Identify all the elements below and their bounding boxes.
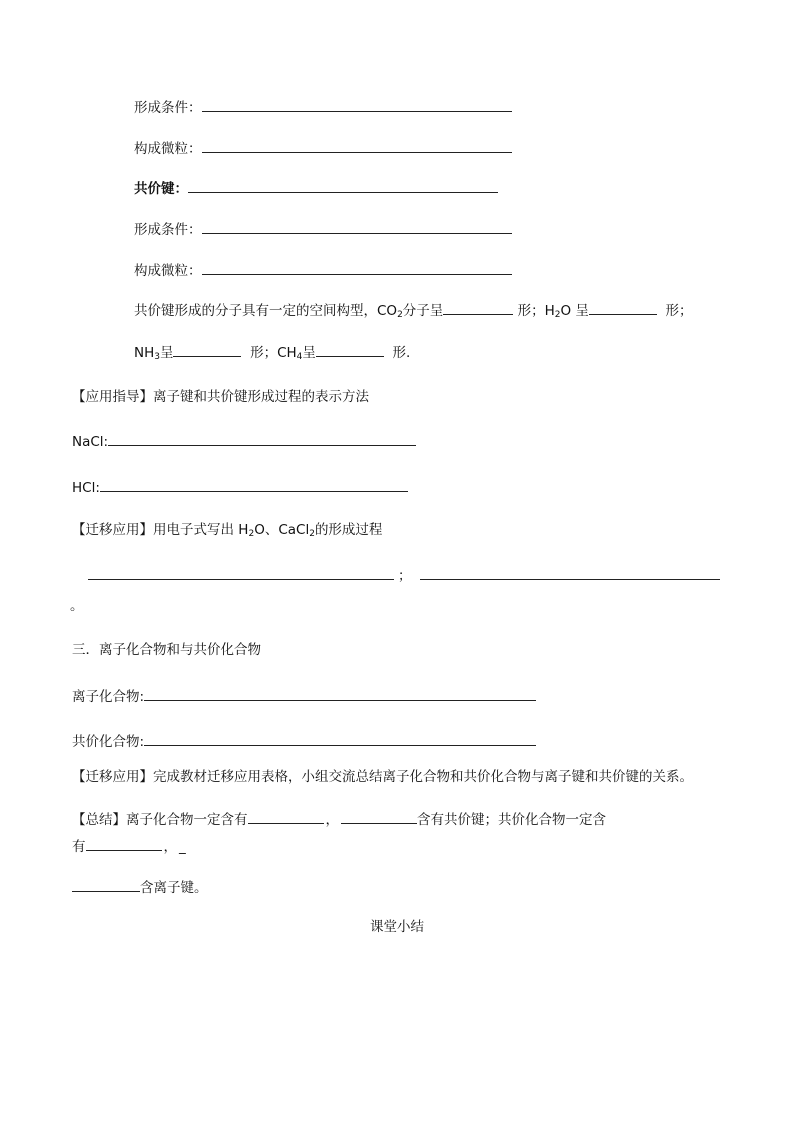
ionic-formation-condition-row [134,97,512,117]
hcl-label: HCl: [72,480,100,496]
shape-word: 形； [665,303,693,319]
nh3-formula: NH [134,345,155,361]
summary-blank-4[interactable] [72,877,140,892]
summary-row-2 [72,836,186,856]
class-summary-heading: 课堂小结 [370,919,424,935]
co2-suffix: 分子呈 [402,303,444,319]
covalent-bond-heading: 共价键： [134,181,188,197]
shape-word: 形； [517,303,545,319]
h2o-subscript: 2 [248,529,255,539]
ch4-cheng: 呈 [302,345,316,361]
ch4-formula: CH [277,345,297,361]
h2o-formula-h: H [544,303,555,319]
h2o-formation-blank[interactable] [88,565,394,580]
transfer-answer-row [88,565,720,585]
nacl-blank[interactable] [108,431,416,446]
molecular-shape-row-1 [134,300,693,320]
transfer-suffix: 的形成过程 [314,522,383,538]
covalent-compound-label: 共价化合物: [72,734,145,750]
covalent-formation-condition-row [134,219,512,239]
formation-condition-label: 形成条件： [134,100,202,116]
h2o-subscript: 2 [554,310,561,320]
transfer-application-2: 【迁移应用】完成教材迁移应用表格，小组交流总结离子化合物和共价化合物与离子键和共价键的关系。 [72,769,693,785]
particles-blank[interactable] [202,260,512,275]
summary-line2-start: 有 [72,839,86,855]
covalent-compound-blank[interactable] [144,731,536,746]
summary-line2-tail: _ [179,839,186,855]
ionic-compound-blank[interactable] [144,686,536,701]
ionic-particles-row [134,138,512,158]
ch4-subscript: 4 [296,352,303,362]
summary-line2-comma: ， [163,839,177,855]
summary-line3-suffix: 含离子键。 [140,880,208,896]
transfer-application-1-title [72,521,382,539]
ch4-shape-blank[interactable] [316,342,384,357]
cacl2-subscript: 2 [309,529,315,539]
covalent-bond-heading-row [134,178,498,198]
transfer-mid: O、CaCl [254,522,310,538]
covalent-particles-row [134,260,512,280]
nh3-subscript: 3 [154,352,160,362]
co2-subscript: 2 [397,310,403,320]
nacl-row [72,431,416,451]
nh3-shape-blank[interactable] [173,342,241,357]
covalent-bond-blank[interactable] [188,178,498,193]
cacl2-formation-blank[interactable] [420,565,720,580]
h2o-shape-blank[interactable] [589,300,657,315]
formation-condition-blank[interactable] [202,219,512,234]
summary-prefix: 【总结】离子化合物一定含有 [72,812,248,828]
formation-condition-label: 形成条件： [134,222,202,238]
summary-part2: 含有共价键；共价化合物一定含 [417,812,606,828]
particles-label: 构成微粒： [134,263,202,279]
particles-label: 构成微粒： [134,141,202,157]
summary-blank-2[interactable] [341,809,417,824]
co2-shape-blank[interactable] [443,300,513,315]
co2-formula: CO [377,303,398,319]
shape-sentence-prefix: 共价键形成的分子具有一定的空间构型， [134,303,377,319]
covalent-compound-row [72,731,536,751]
transfer-prefix: 【迁移应用】用电子式写出 H [72,522,249,538]
nacl-label: NaCl: [72,434,109,450]
hcl-blank[interactable] [100,477,408,492]
section-three-title: 三．离子化合物和与共价化合物 [72,642,261,658]
ionic-compound-row [72,686,536,706]
separator: ； [398,568,412,584]
molecular-shape-row-2 [134,342,410,362]
particles-blank[interactable] [202,138,512,153]
application-guide-title: 【应用指导】离子键和共价键形成过程的表示方法 [72,389,369,405]
h2o-suffix: O 呈 [560,303,589,319]
hcl-row [72,477,408,497]
shape-word: 形； [250,345,278,361]
nh3-cheng: 呈 [159,345,174,361]
formation-condition-blank[interactable] [202,97,512,112]
shape-word-end: 形. [392,345,411,361]
summary-comma: ， [325,812,339,828]
summary-row-3 [72,877,208,897]
ionic-compound-label: 离子化合物: [72,689,145,705]
summary-row-1 [72,809,606,829]
summary-blank-3[interactable] [86,836,162,851]
end-mark: 。 [70,598,84,614]
summary-blank-1[interactable] [248,809,324,824]
